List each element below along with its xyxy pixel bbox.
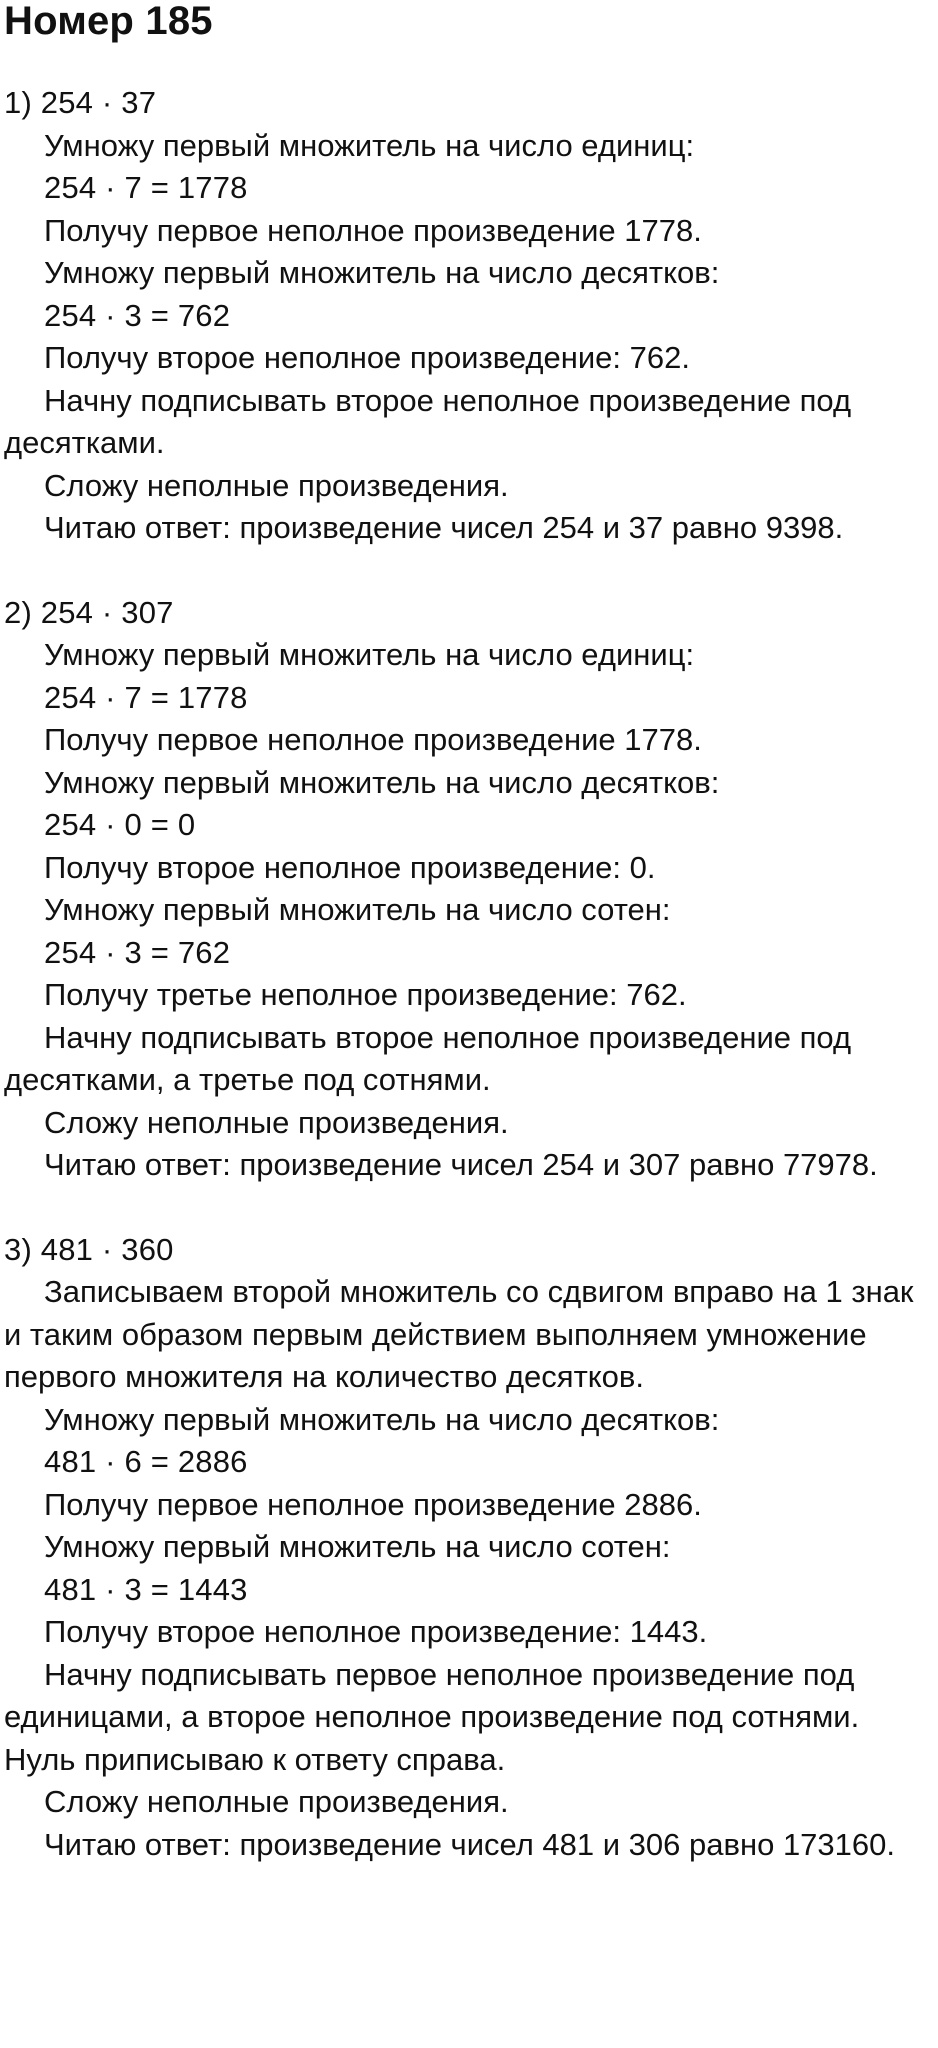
text-line: Умножу первый множитель на число десятков: [44,764,720,800]
equation-line: 254 · 7 = 1778 [44,679,248,715]
text-line: Умножу первый множитель на число сотен: [44,892,671,927]
equation-line: 254 · 3 = 762 [44,297,231,333]
text-line: Получу третье неполное произведение: 762. [44,977,687,1012]
text-line: Сложу неполные произведения. [44,467,509,503]
text-line: Сложу неполные произведения. [44,1104,509,1140]
solution-section-3 [4,1229,934,1867]
equation-line: 254 · 3 = 762 [44,934,231,970]
answer-paragraph: Читаю ответ: произведение чисел 254 и 37 равно 9398. [44,510,844,545]
text-line: Получу второе неполное произведение: 762. [44,340,690,375]
text-line: Получу первое неполное произведение 1778. [44,212,702,248]
section-header: 1) 254 · 37 [4,85,157,120]
solution-section-2 [4,592,934,1187]
equation-line: 481 · 3 = 1443 [44,1571,248,1607]
text-line: Получу первое неполное произведение 1778. [44,722,702,757]
text-line: Умножу первый множитель на число десятков: [44,1401,720,1437]
paragraph: Начну подписывать первое неполное произведение под единицами, а второе неполное произведение под сотнями. Нуль приписываю к ответу справа. [4,1656,860,1777]
text-line: Получу второе неполное произведение: 0. [44,849,656,885]
paragraph: Начну подписывать второе неполное произведение под десятками, а третье под сотнями. [4,1019,852,1097]
solution-section-1 [4,82,934,550]
text-line: Умножу первый множитель на число сотен: [44,1529,671,1564]
equation-line: 254 · 0 = 0 [44,807,196,842]
answer-paragraph: Читаю ответ: произведение чисел 254 и 307 равно 77978. [44,1147,878,1182]
paragraph: Записываем второй множитель со сдвигом вправо на 1 знак и таким образом первым действием выполняем умножение первого множителя на количество десятков. [4,1274,914,1394]
section-header: 3) 481 · 360 [4,1231,174,1267]
paragraph: Начну подписывать второе неполное произведение под десятками. [4,382,852,460]
text-line: Получу второе неполное произведение: 1443. [44,1614,708,1649]
page-title: Номер 185 [4,0,213,43]
equation-line: 254 · 7 = 1778 [44,170,248,205]
text-line: Умножу первый множитель на число единиц: [44,637,695,672]
text-line: Умножу первый множитель на число десятков: [44,255,720,290]
text-line: Получу первое неполное произведение 2886. [44,1486,702,1522]
text-line: Умножу первый множитель на число единиц: [44,127,695,163]
answer-paragraph: Читаю ответ: произведение чисел 481 и 306 равно 173160. [44,1826,896,1862]
section-header: 2) 254 · 307 [4,594,174,630]
text-line: Сложу неполные произведения. [44,1784,509,1819]
equation-line: 481 · 6 = 2886 [44,1444,248,1479]
